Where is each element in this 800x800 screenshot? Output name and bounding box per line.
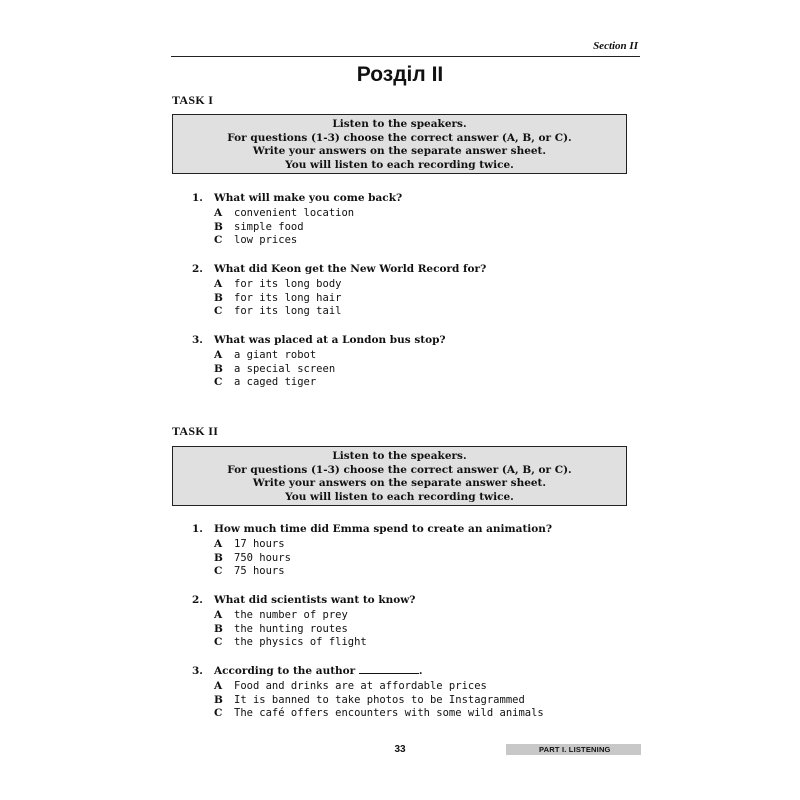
task-1-instructions-box: [172, 114, 627, 174]
question-stem: What will make you come back?: [214, 192, 403, 204]
header-rule: [171, 56, 640, 57]
instruction-line: You will listen to each recording twice.: [285, 158, 514, 171]
instruction-line: For questions (1-3) choose the correct answer (A, B, or C).: [227, 463, 572, 476]
question-number: 2.: [192, 263, 203, 275]
question-stem: What did Keon get the New World Record for?: [214, 263, 487, 275]
question-stem: How much time did Emma spend to create an animation?: [214, 523, 553, 535]
question-number: 1.: [192, 192, 203, 204]
option-c: C low prices: [214, 234, 298, 247]
option-b: B the hunting routes: [214, 622, 348, 635]
question-number: 3.: [192, 334, 203, 346]
footer-part-label: PART I. LISTENING: [539, 745, 611, 754]
question-number: 3.: [192, 665, 203, 677]
question-stem: According to the author: [214, 665, 356, 677]
option-b: B 750 hours: [214, 551, 291, 564]
option-a: A the number of prey: [214, 609, 348, 621]
question-stem: What did scientists want to know?: [214, 594, 416, 606]
option-c: C 75 hours: [214, 565, 285, 578]
option-a: A convenient location: [214, 207, 355, 219]
page-number: 33: [394, 744, 406, 755]
task-2-question-3: 3. According to the author . A Food and drinks are at affordable prices B It is banned to take photos to be Instagrammed C The café offers encounters with some wild animals: [192, 665, 544, 720]
task-2-instructions-box: [172, 446, 627, 506]
task-1-question-2: [192, 261, 486, 319]
option-c: C for its long tail: [214, 305, 342, 318]
instruction-line: Listen to the speakers.: [332, 118, 467, 130]
option-a: A 17 hours: [214, 538, 285, 550]
task-1-label: TASK I: [172, 93, 214, 107]
option-c: C a caged tiger: [214, 376, 317, 389]
option-a: A for its long body: [214, 278, 342, 290]
task-2-label: TASK II: [172, 424, 219, 438]
option-a: A a giant robot: [214, 349, 317, 361]
task-1-question-3: [192, 332, 446, 390]
task-1-question-1: [192, 190, 402, 248]
task-2-question-2: [192, 592, 415, 650]
option-b: B a special screen: [214, 362, 336, 375]
instruction-line: Listen to the speakers.: [332, 450, 467, 462]
instruction-line: You will listen to each recording twice.: [285, 490, 514, 503]
question-number: 1.: [192, 523, 203, 535]
question-stem: What was placed at a London bus stop?: [214, 334, 446, 346]
page-title: Розділ II: [356, 63, 444, 86]
answer-blank: [359, 663, 419, 674]
section-label: Section II: [593, 40, 638, 52]
option-c: C the physics of flight: [214, 636, 367, 649]
instruction-line: Write your answers on the separate answer sheet.: [252, 477, 547, 489]
question-number: 2.: [192, 594, 203, 606]
option-b: B It is banned to take photos to be Instagrammed: [214, 693, 525, 706]
option-b: B simple food: [214, 220, 304, 233]
option-c: C The café offers encounters with some wild animals: [214, 707, 544, 720]
option-a: A Food and drinks are at affordable prices: [214, 680, 487, 692]
instruction-line: Write your answers on the separate answer sheet.: [252, 145, 547, 157]
instruction-line: For questions (1-3) choose the correct answer (A, B, or C).: [227, 131, 572, 144]
task-2-question-1: [192, 521, 552, 579]
option-b: B for its long hair: [214, 291, 342, 304]
